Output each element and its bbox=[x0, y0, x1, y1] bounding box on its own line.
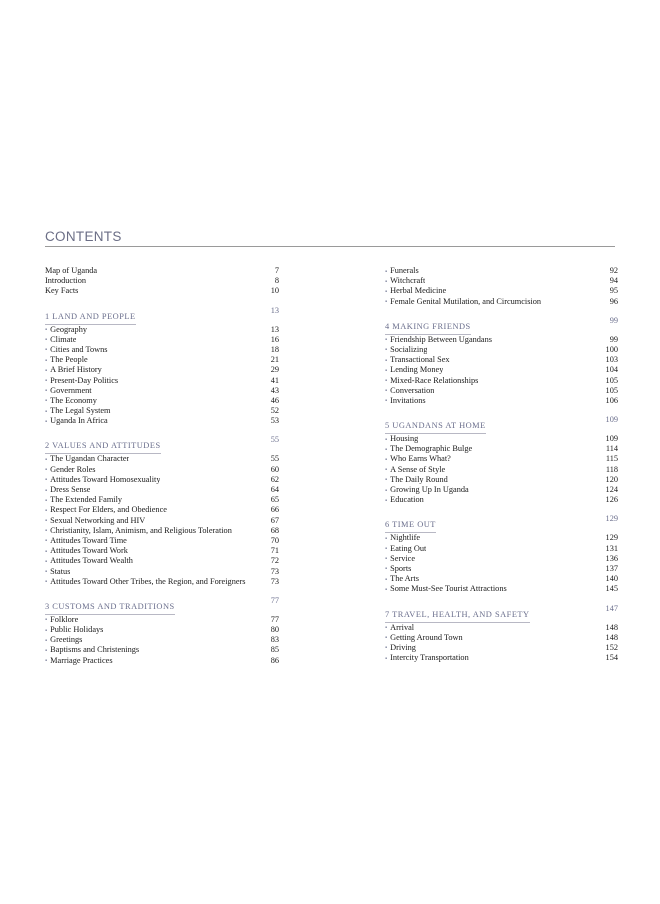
toc-entry-text: Sports bbox=[390, 563, 412, 573]
toc-entry[interactable] bbox=[45, 276, 279, 286]
section-page: 13 bbox=[270, 305, 279, 315]
toc-entry-page: 86 bbox=[270, 655, 279, 665]
toc-entry[interactable] bbox=[45, 475, 279, 485]
toc-entry-page: 129 bbox=[605, 533, 618, 543]
bullet-icon: ▪ bbox=[385, 347, 388, 354]
toc-entry[interactable] bbox=[385, 554, 618, 564]
bullet-icon: ▪ bbox=[385, 446, 388, 453]
bullet-icon: ▪ bbox=[45, 378, 48, 384]
toc-entry[interactable] bbox=[385, 465, 618, 475]
toc-entry-text: Housing bbox=[390, 434, 419, 444]
bullet-icon: ▪ bbox=[385, 625, 388, 631]
toc-left-column bbox=[45, 266, 279, 666]
toc-entry-page: 96 bbox=[609, 296, 618, 306]
section-heading: 3 CUSTOMS AND TRADITIONS bbox=[45, 602, 175, 615]
toc-entry-label bbox=[385, 584, 507, 595]
toc-entry[interactable] bbox=[385, 564, 618, 574]
toc-entry-page: 80 bbox=[270, 625, 279, 635]
bullet-icon: ▪ bbox=[45, 497, 48, 504]
bullet-icon: ▪ bbox=[45, 467, 48, 474]
toc-entry-text: The Arts bbox=[390, 574, 419, 584]
section-heading: 1 LAND AND PEOPLE bbox=[45, 312, 136, 325]
toc-entry-text: The Legal System bbox=[50, 406, 111, 416]
toc-entry-page: 77 bbox=[270, 614, 279, 624]
toc-entry[interactable] bbox=[45, 625, 279, 635]
toc-entry[interactable] bbox=[385, 355, 618, 365]
section-page: 55 bbox=[270, 435, 279, 445]
toc-entry[interactable] bbox=[45, 526, 279, 536]
toc-entry-text: Invitations bbox=[390, 395, 426, 405]
bullet-icon: ▪ bbox=[385, 388, 388, 395]
toc-entry-text: Attitudes Toward Time bbox=[50, 535, 127, 545]
section-page: 129 bbox=[605, 514, 618, 524]
toc-entry[interactable] bbox=[385, 376, 618, 386]
toc-entry[interactable] bbox=[45, 556, 279, 566]
bullet-icon: ▪ bbox=[45, 418, 48, 425]
bullet-icon: ▪ bbox=[385, 497, 388, 504]
toc-entry[interactable] bbox=[385, 485, 618, 495]
toc-entry-page: 126 bbox=[605, 495, 618, 505]
section-page: 99 bbox=[609, 315, 618, 325]
toc-entry-text: Map of Uganda bbox=[45, 266, 98, 275]
toc-entry-page: 66 bbox=[270, 505, 279, 515]
bullet-icon: ▪ bbox=[45, 507, 48, 514]
toc-entry-page: 148 bbox=[605, 622, 618, 632]
toc-entry-page: 95 bbox=[609, 286, 618, 296]
toc-section bbox=[45, 596, 279, 666]
bullet-icon: ▪ bbox=[45, 579, 48, 586]
toc-entry[interactable] bbox=[45, 656, 279, 666]
toc-entry[interactable] bbox=[45, 355, 279, 365]
toc-entry-text: The Extended Family bbox=[50, 495, 123, 505]
toc-entry-text: Female Genital Mutilation, and Circumcision bbox=[390, 296, 542, 306]
toc-entry-label bbox=[45, 276, 86, 286]
toc-entry-text: Friendship Between Ugandans bbox=[390, 334, 492, 344]
toc-entry-text: Attitudes Toward Other Tribes, the Region, and Foreigners bbox=[50, 576, 246, 586]
section-page: 109 bbox=[605, 415, 618, 425]
toc-entry-text: Key Facts bbox=[45, 286, 79, 296]
bullet-icon: ▪ bbox=[385, 288, 388, 295]
toc-entry-page: 62 bbox=[270, 474, 279, 484]
toc-entry-page: 52 bbox=[270, 406, 279, 416]
bullet-icon: ▪ bbox=[385, 357, 388, 364]
toc-entry-page: 136 bbox=[605, 553, 618, 563]
toc-entry-text: Conversation bbox=[390, 385, 435, 395]
toc-entry-page: 46 bbox=[270, 395, 279, 405]
section-heading-row[interactable] bbox=[385, 415, 618, 431]
bullet-icon: ▪ bbox=[45, 647, 48, 654]
bullet-icon: ▪ bbox=[385, 299, 388, 306]
toc-entry-page: 99 bbox=[609, 334, 618, 344]
toc-entry-label bbox=[385, 297, 541, 308]
toc-entry-label bbox=[385, 396, 426, 407]
toc-entry-text: Nightlife bbox=[390, 533, 421, 543]
toc-entry[interactable] bbox=[45, 505, 279, 515]
toc-entry[interactable] bbox=[385, 396, 618, 406]
toc-entry-page: 67 bbox=[270, 515, 279, 525]
bullet-icon: ▪ bbox=[385, 566, 388, 573]
section-heading-row[interactable] bbox=[385, 603, 618, 619]
bullet-icon: ▪ bbox=[385, 477, 388, 484]
toc-entry-text: Herbal Medicine bbox=[390, 286, 447, 296]
toc-entry[interactable] bbox=[45, 345, 279, 355]
toc-entry-page: 105 bbox=[605, 385, 618, 395]
toc-entry-label bbox=[45, 577, 246, 588]
toc-entry[interactable] bbox=[385, 633, 618, 643]
toc-entry[interactable] bbox=[45, 567, 279, 577]
bullet-icon: ▪ bbox=[45, 658, 48, 665]
section-heading-row[interactable] bbox=[385, 514, 618, 530]
toc-entry-page: 115 bbox=[605, 454, 618, 464]
toc-entry[interactable] bbox=[45, 365, 279, 375]
section-heading-row[interactable] bbox=[385, 315, 618, 331]
toc-entry-page: 145 bbox=[605, 584, 618, 594]
bullet-icon: ▪ bbox=[45, 558, 48, 565]
toc-entry-label bbox=[385, 653, 469, 664]
bullet-icon: ▪ bbox=[45, 487, 48, 494]
toc-entry[interactable] bbox=[45, 495, 279, 505]
toc-entry-text: Status bbox=[50, 566, 71, 576]
toc-entry[interactable] bbox=[385, 574, 618, 584]
toc-entry-page: 104 bbox=[605, 365, 618, 375]
toc-entry-page: 154 bbox=[605, 653, 618, 663]
toc-entry-page: 92 bbox=[609, 266, 618, 275]
toc-entry-page: 53 bbox=[270, 416, 279, 426]
toc-entry-page: 70 bbox=[270, 535, 279, 545]
toc-entry-text: Uganda In Africa bbox=[50, 416, 108, 426]
toc-entry-page: 21 bbox=[270, 355, 279, 365]
bullet-icon: ▪ bbox=[385, 398, 388, 405]
toc-entry-text: A Brief History bbox=[50, 365, 102, 375]
bullet-icon: ▪ bbox=[45, 398, 48, 405]
toc-entry[interactable] bbox=[45, 266, 279, 276]
toc-entry[interactable] bbox=[45, 335, 279, 345]
toc-entry[interactable] bbox=[45, 454, 279, 464]
bullet-icon: ▪ bbox=[45, 548, 48, 555]
toc-entry-page: 109 bbox=[605, 434, 618, 444]
toc-entry[interactable] bbox=[45, 615, 279, 625]
toc-entry-page: 29 bbox=[270, 365, 279, 375]
toc-entry-text: Witchcraft bbox=[390, 276, 426, 286]
toc-entry-page: 137 bbox=[605, 563, 618, 573]
toc-entry-label bbox=[385, 495, 424, 506]
toc-entry-text: Christianity, Islam, Animism, and Religious Toleration bbox=[50, 525, 232, 535]
toc-entry-page: 106 bbox=[605, 395, 618, 405]
bullet-icon: ▪ bbox=[45, 456, 48, 463]
bullet-icon: ▪ bbox=[385, 456, 388, 463]
toc-entry[interactable] bbox=[385, 475, 618, 485]
toc-entry[interactable] bbox=[45, 416, 279, 426]
bullet-icon: ▪ bbox=[45, 477, 48, 484]
toc-entry-page: 8 bbox=[274, 276, 279, 286]
toc-entry-label bbox=[45, 656, 113, 667]
section-heading-row[interactable] bbox=[45, 305, 279, 321]
toc-entry-label bbox=[45, 266, 97, 276]
toc-section bbox=[385, 514, 618, 594]
toc-entry-page: 131 bbox=[605, 543, 618, 553]
section-heading: 2 VALUES AND ATTITUDES bbox=[45, 441, 161, 454]
toc-entry[interactable] bbox=[385, 297, 618, 307]
toc-entry-text: Geography bbox=[50, 324, 88, 334]
toc-entry-text: Mixed-Race Relationships bbox=[390, 375, 479, 385]
bullet-icon: ▪ bbox=[385, 546, 388, 553]
toc-entry-text: Driving bbox=[390, 642, 416, 652]
toc-entry[interactable] bbox=[385, 365, 618, 375]
bullet-icon: ▪ bbox=[385, 467, 388, 474]
toc-entry[interactable] bbox=[385, 266, 618, 276]
toc-entry[interactable] bbox=[385, 454, 618, 464]
toc-section bbox=[45, 435, 279, 586]
bullet-icon: ▪ bbox=[385, 635, 388, 642]
toc-entry-text: Gender Roles bbox=[50, 464, 96, 474]
toc-entry-text: Climate bbox=[50, 334, 77, 344]
section-page: 147 bbox=[605, 603, 618, 613]
toc-entry[interactable] bbox=[385, 444, 618, 454]
toc-entry[interactable] bbox=[45, 577, 279, 587]
toc-entry-page: 152 bbox=[605, 642, 618, 652]
toc-section bbox=[385, 316, 618, 406]
toc-entry[interactable] bbox=[385, 533, 618, 543]
toc-entry[interactable] bbox=[385, 335, 618, 345]
bullet-icon: ▪ bbox=[385, 367, 388, 374]
toc-entry-text: Folklore bbox=[50, 614, 79, 624]
toc-entry-text: Cities and Towns bbox=[50, 344, 108, 354]
toc-entry[interactable] bbox=[385, 544, 618, 554]
toc-entry-text: Marriage Practices bbox=[50, 655, 113, 665]
bullet-icon: ▪ bbox=[385, 586, 388, 593]
toc-entry[interactable] bbox=[45, 546, 279, 556]
toc-entry[interactable] bbox=[45, 376, 279, 386]
toc-entry-text: Some Must-See Tourist Attractions bbox=[390, 584, 507, 594]
title-rule bbox=[45, 246, 615, 247]
section-heading-row[interactable] bbox=[45, 595, 279, 611]
bullet-icon: ▪ bbox=[45, 388, 48, 395]
page-title: CONTENTS bbox=[45, 229, 122, 244]
bullet-icon: ▪ bbox=[385, 268, 388, 275]
bullet-icon: ▪ bbox=[385, 645, 388, 652]
toc-entry-text: The Demographic Bulge bbox=[390, 444, 473, 454]
toc-entry[interactable] bbox=[45, 325, 279, 335]
bullet-icon: ▪ bbox=[385, 487, 388, 494]
toc-entry-page: 73 bbox=[270, 576, 279, 586]
section-heading-row[interactable] bbox=[45, 435, 279, 451]
toc-entry-page: 105 bbox=[605, 375, 618, 385]
bullet-icon: ▪ bbox=[45, 617, 48, 624]
toc-entry[interactable] bbox=[385, 434, 618, 444]
toc-entry[interactable] bbox=[45, 485, 279, 495]
toc-entry[interactable] bbox=[45, 516, 279, 526]
toc-entry-page: 94 bbox=[609, 276, 618, 286]
toc-entry-page: 60 bbox=[270, 464, 279, 474]
toc-entry-page: 73 bbox=[270, 566, 279, 576]
toc-entry-page: 114 bbox=[605, 444, 618, 454]
bullet-icon: ▪ bbox=[45, 569, 48, 575]
bullet-icon: ▪ bbox=[45, 337, 48, 344]
bullet-icon: ▪ bbox=[45, 627, 48, 634]
toc-entry-text: A Sense of Style bbox=[390, 464, 446, 474]
bullet-icon: ▪ bbox=[45, 528, 48, 535]
toc-entry[interactable] bbox=[45, 645, 279, 655]
section-page: 77 bbox=[270, 595, 279, 605]
toc-entry-text: Respect For Elders, and Obedience bbox=[50, 505, 167, 515]
toc-entry-text: Baptisms and Christenings bbox=[50, 645, 140, 655]
toc-entry-page: 83 bbox=[270, 635, 279, 645]
bullet-icon: ▪ bbox=[45, 357, 48, 364]
toc-entry-text: Lending Money bbox=[390, 365, 444, 375]
toc-entry-text: Government bbox=[50, 385, 92, 395]
toc-entry-text: The Ugandan Character bbox=[50, 454, 130, 464]
toc-entry[interactable] bbox=[45, 536, 279, 546]
toc-entry-text: Transactional Sex bbox=[390, 355, 450, 365]
toc-entry[interactable] bbox=[45, 465, 279, 475]
toc-entry-text: Service bbox=[390, 553, 416, 563]
toc-entry-text: Arrival bbox=[390, 622, 415, 632]
toc-section bbox=[45, 306, 279, 427]
toc-entry-page: 18 bbox=[270, 344, 279, 354]
toc-entry-text: Intercity Transportation bbox=[390, 653, 469, 663]
toc-entry-page: 43 bbox=[270, 385, 279, 395]
toc-entry[interactable] bbox=[45, 406, 279, 416]
toc-entry-page: 103 bbox=[605, 355, 618, 365]
toc-entry[interactable] bbox=[385, 286, 618, 296]
toc-entry-text: Education bbox=[390, 495, 424, 505]
section-heading: 7 TRAVEL, HEALTH, AND SAFETY bbox=[385, 610, 530, 623]
bullet-icon: ▪ bbox=[45, 637, 48, 644]
toc-entry-page: 16 bbox=[270, 334, 279, 344]
toc-entry-label bbox=[45, 416, 108, 427]
toc-entry-page: 85 bbox=[270, 645, 279, 655]
toc-entry-text: Public Holidays bbox=[50, 625, 104, 635]
toc-entry-text: The Daily Round bbox=[390, 474, 448, 484]
toc-entry[interactable] bbox=[45, 635, 279, 645]
toc-entry-label bbox=[45, 286, 78, 296]
bullet-icon: ▪ bbox=[45, 327, 48, 334]
toc-entry[interactable] bbox=[45, 286, 279, 296]
toc-entry[interactable] bbox=[385, 386, 618, 396]
bullet-icon: ▪ bbox=[45, 347, 48, 354]
toc-entry-text: Funerals bbox=[390, 266, 419, 275]
toc-entry-text: Attitudes Toward Homosexuality bbox=[50, 474, 161, 484]
toc-entry-text: Socializing bbox=[390, 344, 428, 354]
toc-entry-page: 124 bbox=[605, 485, 618, 494]
toc-section bbox=[385, 604, 618, 664]
toc-entry-page: 120 bbox=[605, 474, 618, 484]
toc-entry-text: The Economy bbox=[50, 395, 97, 405]
bullet-icon: ▪ bbox=[385, 655, 388, 662]
bullet-icon: ▪ bbox=[45, 518, 48, 525]
bullet-icon: ▪ bbox=[385, 535, 388, 542]
toc-entry[interactable] bbox=[45, 396, 279, 406]
toc-entry[interactable] bbox=[385, 653, 618, 663]
toc-entry-text: Greetings bbox=[50, 635, 83, 645]
toc-entry[interactable] bbox=[385, 643, 618, 653]
bullet-icon: ▪ bbox=[45, 538, 48, 545]
toc-entry-page: 71 bbox=[270, 546, 279, 556]
bullet-icon: ▪ bbox=[45, 367, 48, 374]
toc-right-column bbox=[385, 266, 618, 663]
bullet-icon: ▪ bbox=[385, 337, 388, 344]
toc-entry-page: 55 bbox=[270, 454, 279, 464]
toc-entry[interactable] bbox=[385, 495, 618, 505]
toc-entry[interactable] bbox=[385, 584, 618, 594]
toc-entry-page: 140 bbox=[605, 574, 618, 584]
bullet-icon: ▪ bbox=[385, 556, 388, 563]
toc-entry[interactable] bbox=[385, 345, 618, 355]
section-heading: 6 TIME OUT bbox=[385, 520, 436, 533]
toc-entry-text: Introduction bbox=[45, 276, 87, 286]
toc-entry-text: Getting Around Town bbox=[390, 632, 463, 642]
toc-entry-page: 7 bbox=[274, 266, 279, 275]
toc-entry[interactable] bbox=[385, 276, 618, 286]
toc-entry-page: 64 bbox=[270, 485, 279, 494]
toc-entry-text: Attitudes Toward Wealth bbox=[50, 556, 133, 566]
bullet-icon: ▪ bbox=[385, 436, 388, 443]
toc-entry-text: Present-Day Politics bbox=[50, 375, 119, 385]
toc-section bbox=[385, 266, 618, 307]
toc-entry-text: Attitudes Toward Work bbox=[50, 546, 128, 556]
toc-entry[interactable] bbox=[45, 386, 279, 396]
toc-entry[interactable] bbox=[385, 623, 618, 633]
toc-entry-page: 13 bbox=[270, 324, 279, 334]
toc-entry-page: 72 bbox=[270, 556, 279, 566]
toc-entry-text: The People bbox=[50, 355, 88, 365]
bullet-icon: ▪ bbox=[45, 408, 48, 415]
bullet-icon: ▪ bbox=[385, 278, 388, 285]
toc-entry-page: 118 bbox=[605, 464, 618, 474]
bullet-icon: ▪ bbox=[385, 576, 388, 583]
toc-entry-page: 148 bbox=[605, 632, 618, 642]
toc-entry-page: 65 bbox=[270, 495, 279, 505]
bullet-icon: ▪ bbox=[385, 378, 388, 384]
toc-entry-page: 10 bbox=[270, 286, 279, 296]
toc-entry-text: Eating Out bbox=[390, 543, 427, 553]
section-heading: 4 MAKING FRIENDS bbox=[385, 322, 471, 335]
toc-entry-page: 41 bbox=[270, 375, 279, 385]
toc-entry-page: 68 bbox=[270, 525, 279, 535]
toc-entry-text: Growing Up In Uganda bbox=[390, 485, 469, 494]
toc-entry-text: Sexual Networking and HIV bbox=[50, 515, 146, 525]
toc-entry-page: 100 bbox=[605, 344, 618, 354]
toc-entry-text: Dress Sense bbox=[50, 485, 91, 494]
toc-section bbox=[385, 415, 618, 505]
section-heading: 5 UGANDANS AT HOME bbox=[385, 421, 486, 434]
toc-entry-text: Who Earns What? bbox=[390, 454, 451, 464]
